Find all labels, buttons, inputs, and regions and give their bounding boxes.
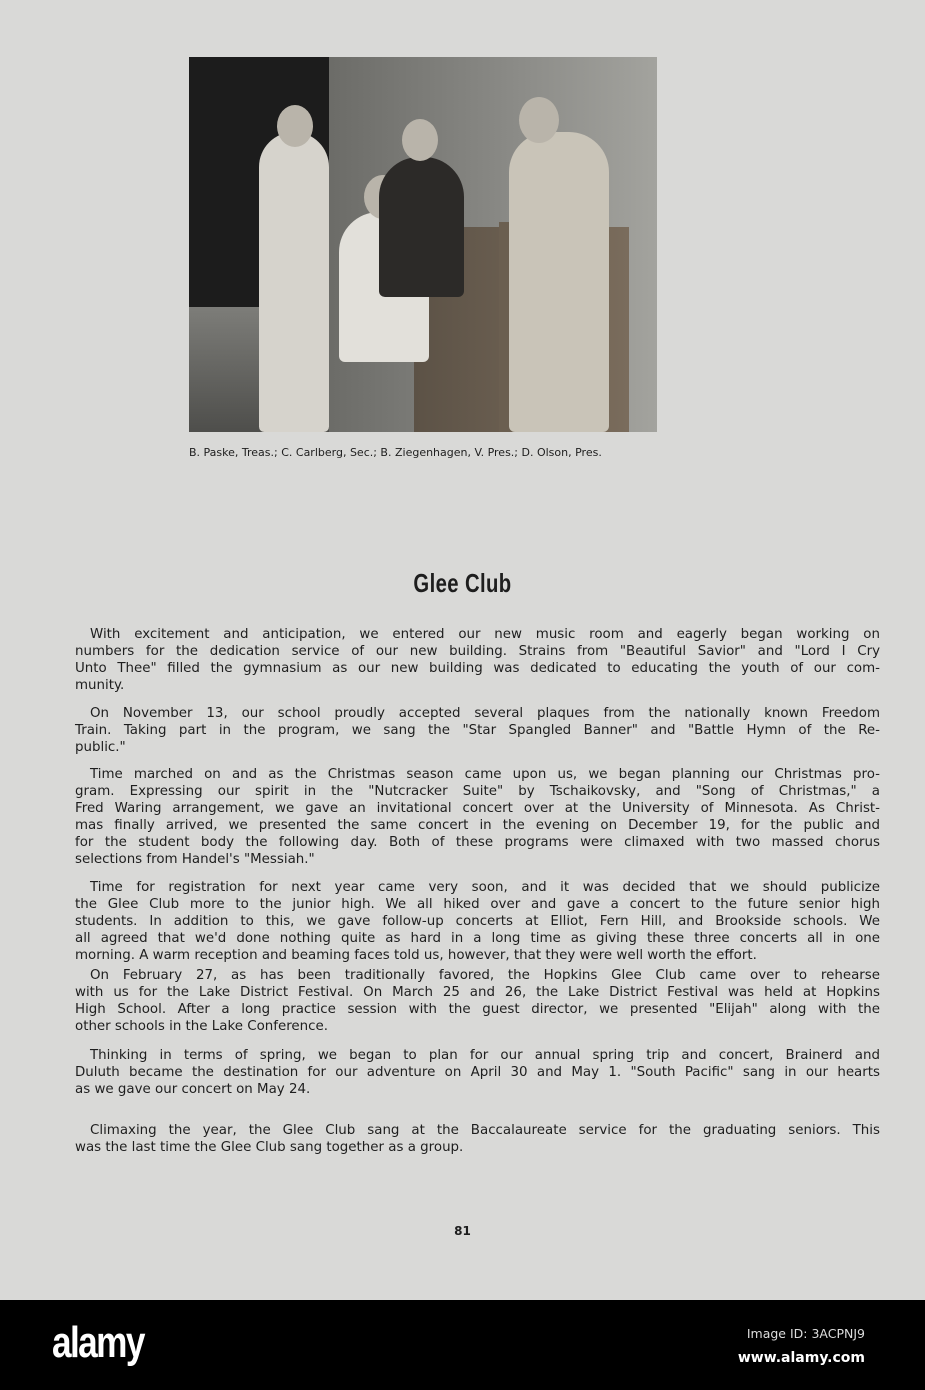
- paragraph: [75, 879, 880, 964]
- text-line: as we gave our concert on May 24.: [75, 1082, 311, 1097]
- text-line: Unto Thee" filled the gymnasium as our new building was dedicated to educating the youth of our com-: [75, 661, 880, 676]
- site-url: www.alamy.com: [737, 1350, 865, 1366]
- text-line: Duluth became the destination for our adventure on April 30 and May 1. "South Pacific" sang in our hearts: [75, 1065, 880, 1080]
- paragraph: [75, 705, 880, 756]
- photo-head: [277, 105, 313, 147]
- text-line: numbers for the dedication service of our new building. Strains from "Beautiful Savior" and "Lord I Cry: [75, 644, 880, 659]
- text-line: selections from Handel's "Messiah.": [75, 852, 315, 867]
- text-line: High School. After a long practice session with the guest director, we presented "Elijah" along with the: [75, 1002, 880, 1017]
- text-line: was the last time the Glee Club sang together as a group.: [75, 1140, 464, 1155]
- text-line: morning. A warm reception and beaming faces told us, however, that they were well worth the effort.: [75, 948, 757, 963]
- glee-club-officers-photo: [189, 57, 657, 432]
- text-line: the Glee Club more to the junior high. We all hiked over and gave a concert to the future senior high: [75, 897, 880, 912]
- text-line: On February 27, as has been traditionally favored, the Hopkins Glee Club came over to rehearse: [90, 968, 880, 983]
- text-line: mas finally arrived, we presented the same concert in the evening on December 19, for the public and: [75, 818, 880, 833]
- text-line: public.": [75, 740, 126, 755]
- photo-person-standing-right: [509, 132, 609, 432]
- alamy-logo: alamy: [52, 1318, 144, 1367]
- paragraph: [75, 626, 880, 694]
- photo-head: [402, 119, 438, 161]
- paragraph: [75, 766, 880, 868]
- paragraph: [75, 1047, 880, 1098]
- text-line: With excitement and anticipation, we entered our new music room and eagerly began working on: [90, 627, 880, 642]
- text-line: all agreed that we'd done nothing quite as hard in a long time as giving these three concerts all in one: [75, 931, 880, 946]
- text-line: for the student body the following day. Both of these programs were climaxed with two massed chorus: [75, 835, 880, 850]
- text-line: On November 13, our school proudly accepted several plaques from the nationally known Freedom: [90, 706, 880, 721]
- photo-person-standing-left: [259, 132, 329, 432]
- image-id: Image ID: 3ACPNJ9: [746, 1326, 865, 1341]
- photo-head: [519, 97, 559, 143]
- text-line: students. In addition to this, we gave follow-up concerts at Elliot, Fern Hill, and Brookside schools. We: [75, 914, 880, 929]
- page-number: 81: [454, 1224, 471, 1238]
- text-line: other schools in the Lake Conference.: [75, 1019, 329, 1034]
- text-line: gram. Expressing our spirit in the "Nutcracker Suite" by Tschaikovsky, and "Song of Christmas," a: [75, 784, 880, 799]
- text-line: munity.: [75, 678, 125, 693]
- paragraph: [75, 1122, 880, 1156]
- text-line: with us for the Lake District Festival. On March 25 and 26, the Lake District Festival was held at Hopkins: [75, 985, 880, 1000]
- text-line: Fred Waring arrangement, we gave an invitational concert over at the University of Minnesota. As Christ-: [75, 801, 880, 816]
- paragraph: [75, 967, 880, 1035]
- text-line: Climaxing the year, the Glee Club sang at the Baccalaureate service for the graduating seniors. This: [90, 1123, 880, 1138]
- text-line: Thinking in terms of spring, we began to plan for our annual spring trip and concert, Brainerd and: [90, 1048, 880, 1063]
- photo-caption: B. Paske, Treas.; C. Carlberg, Sec.; B. Ziegenhagen, V. Pres.; D. Olson, Pres.: [189, 446, 602, 459]
- text-line: Time for registration for next year came very soon, and it was decided that we should publicize: [90, 880, 880, 895]
- photo-person-standing-center: [379, 157, 464, 297]
- text-line: Time marched on and as the Christmas season came upon us, we began planning our Christmas pro-: [90, 767, 880, 782]
- page-title: Glee Club: [413, 568, 512, 598]
- text-line: Train. Taking part in the program, we sang the "Star Spangled Banner" and "Battle Hymn of the Re-: [75, 723, 880, 738]
- watermark-footer: [0, 1300, 925, 1390]
